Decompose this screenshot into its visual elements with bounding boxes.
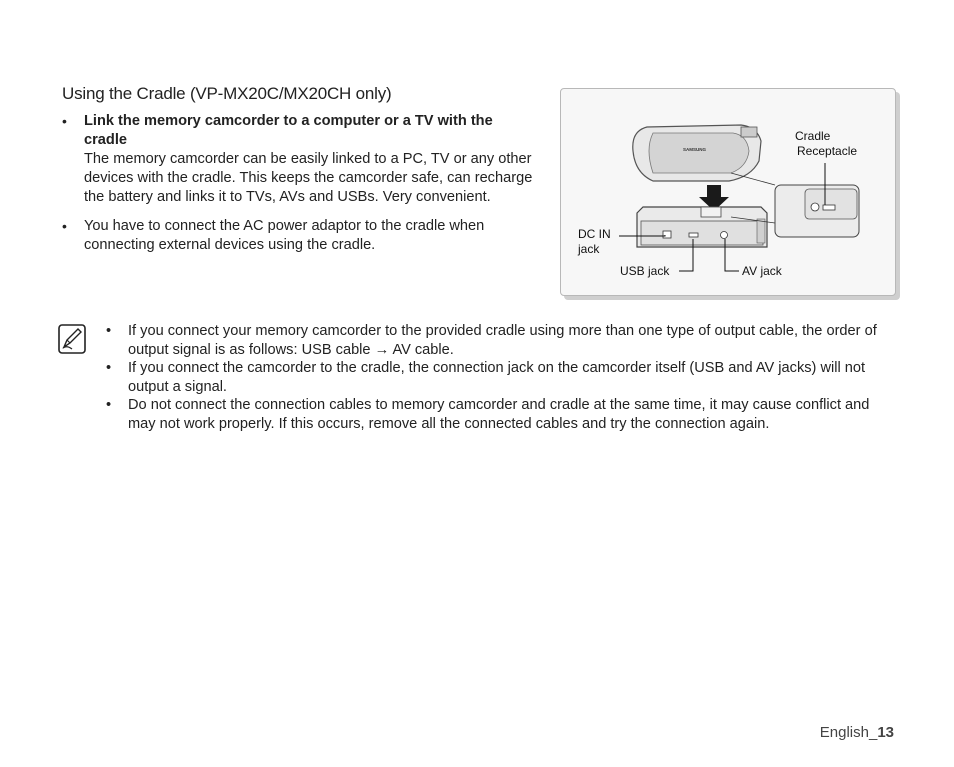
bullet-text: You have to connect the AC power adaptor to the cradle when connecting external devices using the cradle. <box>84 218 485 253</box>
note-item <box>106 359 896 396</box>
note-item <box>106 322 896 359</box>
section-title: Using the Cradle (VP-MX20C/MX20CH only) <box>62 84 392 103</box>
bullet-dot: • <box>106 397 112 413</box>
bullet-list <box>62 112 537 265</box>
note-item <box>106 396 896 433</box>
dc-in-jack-label: DC IN jack <box>578 227 611 256</box>
page-footer <box>820 724 894 741</box>
note-list <box>106 322 896 433</box>
note-text: If you connect your memory camcorder to the provided cradle using more than one type of output cable, the order of output signal is as follows: USB cable → AV cable. <box>128 323 877 358</box>
page-number: 13 <box>877 724 894 741</box>
bullet-dot: • <box>106 360 112 376</box>
footer-language: English_ <box>819 724 878 741</box>
cradle-drawing <box>637 207 767 247</box>
note-text: Do not connect the connection cables to memory camcorder and cradle at the same time, it may cause conflict and may not work properly. If this occurs, remove all the connected cables and try the connection again. <box>128 397 870 432</box>
note-text: If you connect the camcorder to the cradle, the connection jack on the camcorder itself (USB and AV jacks) will not output a signal. <box>128 360 866 395</box>
camcorder-drawing <box>633 125 761 181</box>
bullet-dot: • <box>106 323 112 339</box>
bullet-item <box>62 112 537 207</box>
brand-text: SAMSUNG <box>683 147 707 152</box>
bullet-text: The memory camcorder can be easily linked to a PC, TV or any other devices with the cradle. This keeps the camcorder safe, can recharge the battery and links it to TVs, AVs and USBs. Very convenient. <box>84 151 533 205</box>
cradle-receptacle-label: Cradle Receptacle <box>795 129 858 158</box>
usb-jack-label: USB jack <box>620 264 670 278</box>
bullet-dot: • <box>62 218 67 234</box>
cradle-illustration <box>561 89 895 295</box>
cradle-figure <box>560 88 896 296</box>
bullet-dot: • <box>62 113 67 129</box>
bullet-item <box>62 217 537 255</box>
av-jack-label: AV jack <box>742 264 782 278</box>
note-pencil-icon <box>58 324 86 354</box>
bullet-heading: Link the memory camcorder to a computer or a TV with the cradle <box>84 113 493 148</box>
